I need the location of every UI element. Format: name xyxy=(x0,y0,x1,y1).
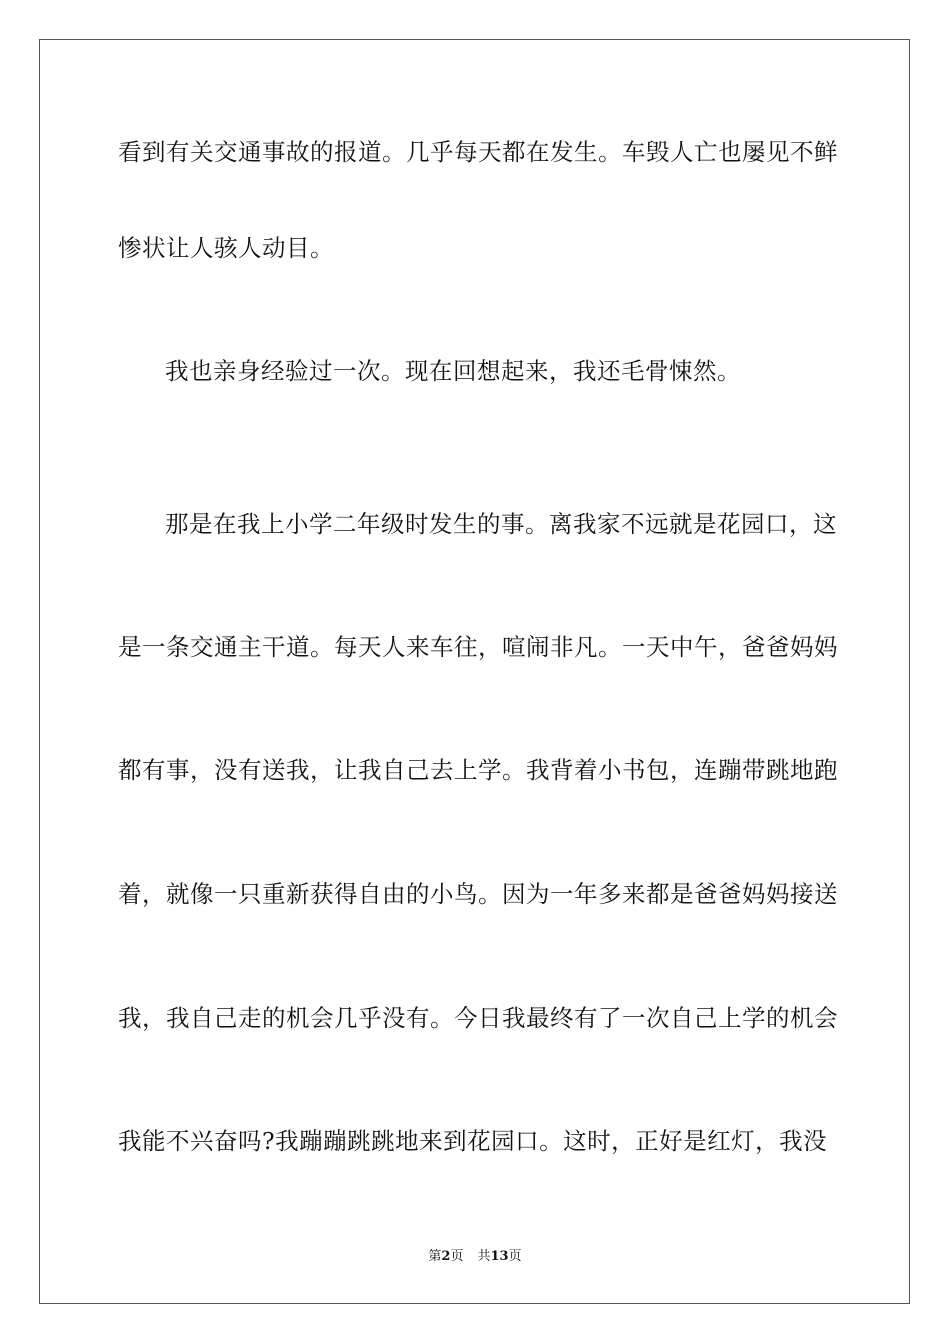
text-line-8: 我，我自己走的机会几乎没有。今日我最终有了一次自己上学的机会 xyxy=(118,1004,838,1032)
page-label-prefix: 第 xyxy=(428,1249,442,1264)
page-footer xyxy=(0,1248,950,1266)
text-line-4: 那是在我上小学二年级时发生的事。离我家不远就是花园口，这 xyxy=(165,510,837,538)
text-line-9: 我能不兴奋吗?我蹦蹦跳跳地来到花园口。这时，正好是红灯，我没 xyxy=(118,1127,828,1155)
total-label-suffix: 页 xyxy=(508,1249,522,1264)
page-frame xyxy=(39,39,910,1304)
text-line-1: 看到有关交通事故的报道。几乎每天都在发生。车毁人亡也屡见不鲜 xyxy=(118,138,838,166)
page-label-suffix: 页 xyxy=(450,1249,464,1264)
text-line-7: 着，就像一只重新获得自由的小鸟。因为一年多来都是爸爸妈妈接送 xyxy=(118,880,838,908)
text-line-3: 我也亲身经验过一次。现在回想起来，我还毛骨悚然。 xyxy=(165,357,741,385)
text-line-6: 都有事，没有送我，让我自己去上学。我背着小书包，连蹦带跳地跑 xyxy=(118,756,838,784)
text-line-5: 是一条交通主干道。每天人来车往，喧闹非凡。一天中午，爸爸妈妈 xyxy=(118,633,838,661)
total-page-count: 13 xyxy=(490,1249,509,1264)
total-label-prefix: 共 xyxy=(477,1249,491,1264)
current-page-number: 2 xyxy=(441,1249,451,1264)
text-line-2: 惨状让人骇人动目。 xyxy=(118,234,334,262)
